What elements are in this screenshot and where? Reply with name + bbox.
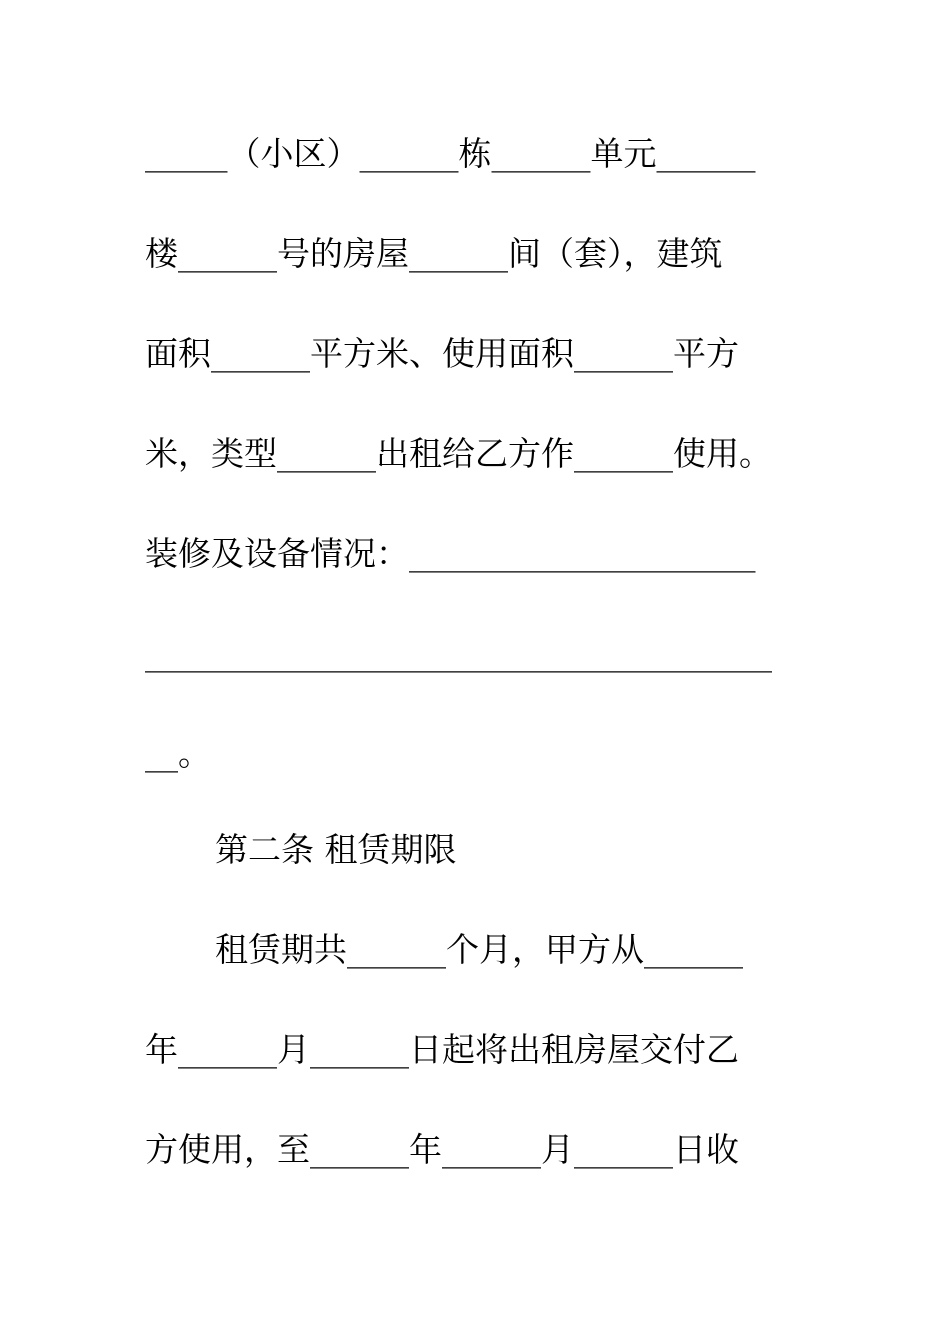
text-line-9: 年______月______日起将出租房屋交付乙 bbox=[145, 1030, 739, 1069]
text-line-10: 方使用，至______年______月______日收 bbox=[145, 1130, 739, 1169]
text-line-4: 米，类型______出租给乙方作______使用。 bbox=[145, 434, 772, 473]
text-line-1: _____（小区）______栋______单元______ bbox=[145, 134, 756, 173]
section-heading: 第二条 租赁期限 bbox=[215, 830, 457, 869]
text-line-7: __。 bbox=[145, 734, 211, 773]
text-line-8: 租赁期共______个月，甲方从______ bbox=[215, 930, 743, 969]
text-line-3: 面积______平方米、使用面积______平方 bbox=[145, 334, 739, 373]
text-line-5: 装修及设备情况：_____________________ bbox=[145, 534, 756, 573]
text-line-6: ______________________________________ bbox=[145, 634, 772, 673]
text-line-2: 楼______号的房屋______间（套），建筑 bbox=[145, 234, 723, 273]
